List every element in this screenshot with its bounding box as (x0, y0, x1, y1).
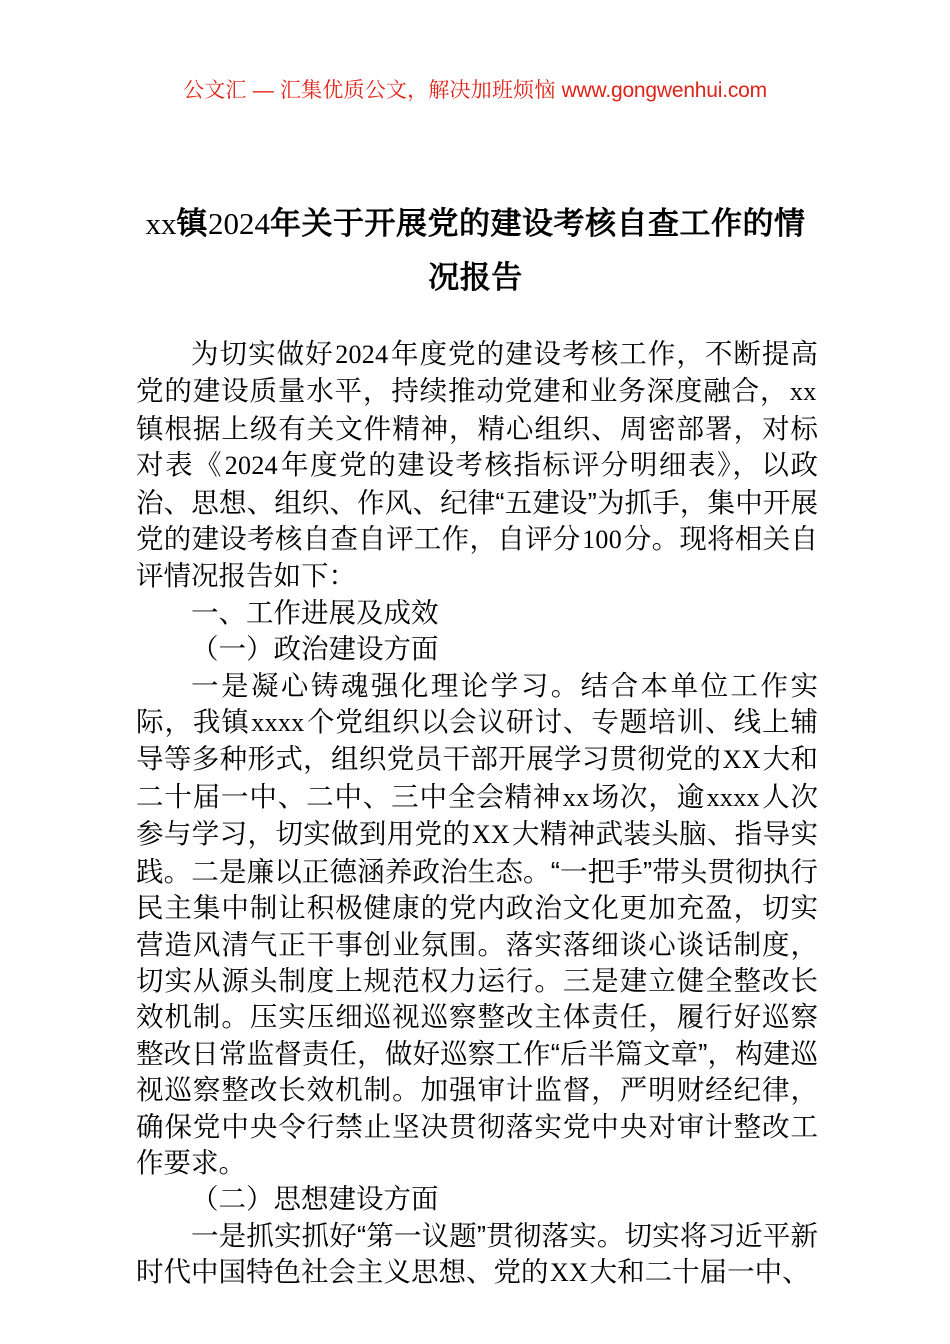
latin-run: 2024 (335, 340, 389, 369)
title-segment-4: 年关于开展党的建设考核自查工作的情况报告 (270, 205, 806, 295)
latin-run: xx (562, 782, 590, 812)
watermark-slogan: 汇集优质公文，解决加班烦恼 (279, 79, 556, 102)
watermark-dash: — (252, 79, 274, 102)
cjk-run: 分。现将相关自评情况报告如下： (136, 523, 819, 592)
cjk-run: 年度党的建设考核工作，不断提高党的建设质量水平，持续推动党建和业务深度融合， (136, 338, 819, 407)
latin-run: xxxx (251, 708, 305, 738)
body-paragraph (136, 336, 818, 595)
body-paragraph (136, 1181, 818, 1217)
title-year: 2024 (208, 205, 270, 241)
cjk-run: 一是凝心铸魂强化理论学习。结合本单位工作实际，我镇 (136, 669, 818, 738)
body-paragraph (136, 595, 818, 631)
title-segment-2: 镇 (176, 205, 208, 241)
cjk-run: 大精神武装头脑、指导实践。二是廉以正德涵养政治生态。“一把手”带头贯彻执行民主集中制让积极健康的党内政治文化更加充盈，切实营造风清气正干事创业氛围。落实落细谈心谈话制度，切实从源头制度上规范权力运行。三是建立健全整改长效机制。压实压细巡视巡察整改主体责任，履行好巡察整改日常监督责任，做好巡察工作“后半篇文章”，构建巡视巡察整改长效机制。加强审计监督，严明财经纪律，确保党中央令行禁止坚决贯彻落实党中央对审计整改工作要求。 (136, 818, 819, 1178)
cjk-run: 个党组织以会议研讨、专题培训、线上辅导等多种形式，组织党员干部开展学习贯彻党的 (136, 706, 818, 775)
body-paragraph (136, 668, 818, 1182)
body-paragraph (136, 631, 818, 667)
cjk-run: 场次，逾 (590, 780, 706, 812)
title-latin-prefix: xx (145, 205, 177, 241)
latin-run: 2024 (224, 451, 278, 481)
body-paragraph (136, 1218, 818, 1292)
document-title (136, 197, 815, 305)
document-body (136, 336, 818, 1292)
latin-run: XX (550, 1258, 589, 1288)
cjk-run: （二）思想建设方面 (191, 1183, 439, 1215)
latin-run: xx (789, 377, 817, 407)
cjk-run: 为切实做好 (191, 338, 334, 369)
latin-run: XX (471, 820, 511, 850)
latin-run: XX (722, 745, 761, 775)
watermark-url[interactable]: www.gongwenhui.com (561, 79, 767, 102)
cjk-run: 年度党的建设考核指标评分明细表》，以政治、思想、组织、作风、纪律“五建设”为抓手，集中开展党的建设考核自查自评工作，自评分 (136, 449, 819, 555)
latin-run: 100 (582, 525, 622, 555)
latin-run: xxxx (706, 782, 760, 812)
cjk-run: 大和二十届一中、 (589, 1256, 810, 1288)
cjk-run: 一、工作进展及成效 (191, 596, 439, 628)
cjk-run: 镇根据上级有关文件精神，精心组织、周密部署，对标对表《 (136, 412, 818, 481)
cjk-run: 大和二十届一中、二中、三中全会精神 (136, 743, 819, 812)
cjk-run: 一是抓实抓好“第一议题”贯彻落实。切实将习近平新时代中国特色社会主义思想、党的 (136, 1219, 818, 1288)
cjk-run: 人次参与学习，切实做到用党的 (136, 780, 819, 850)
watermark-brand: 公文汇 (183, 79, 247, 102)
site-watermark-banner (0, 78, 950, 103)
cjk-run: （一）政治建设方面 (191, 633, 439, 665)
